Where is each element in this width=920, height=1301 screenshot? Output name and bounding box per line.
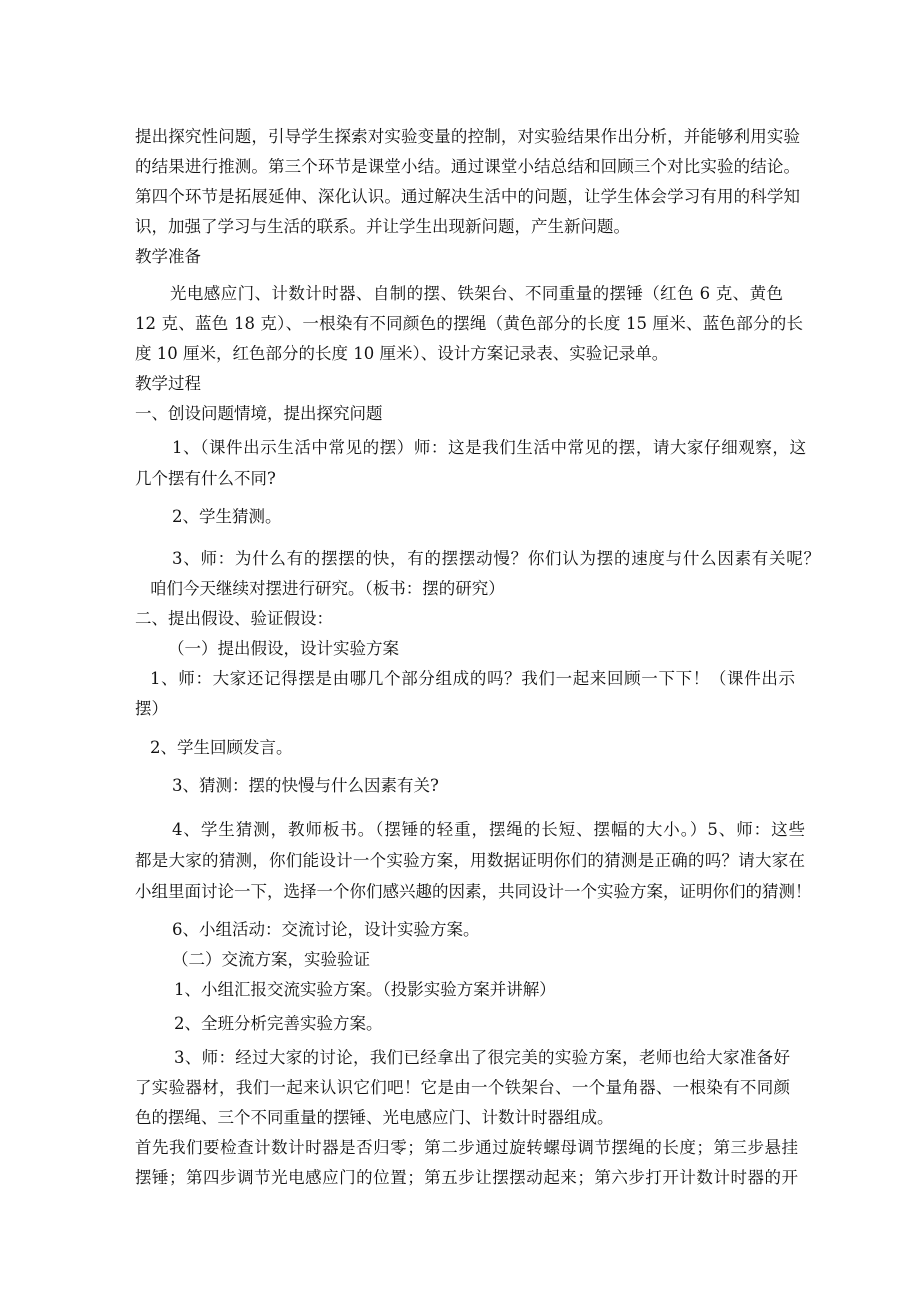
paragraph-line: 的结果进行推测。第三个环节是课堂小结。通过课堂小结总结和回顾三个对比实验的结论。 <box>135 157 800 176</box>
paragraph-line: 2、学生猜测。 <box>172 507 282 526</box>
paragraph-line: 度 10 厘米，红色部分的长度 10 厘米）、设计方案记录表、实验记录单。 <box>135 344 669 363</box>
paragraph-line: 3、师：经过大家的讨论，我们已经拿出了很完美的实验方案，老师也给大家准备好 <box>174 1048 790 1067</box>
paragraph-line: 4、学生猜测，教师板书。（摆锤的轻重，摆绳的长短、摆幅的大小。）5、师：这些 <box>172 820 805 839</box>
paragraph-line: 6、小组活动：交流讨论，设计实验方案。 <box>172 920 480 939</box>
paragraph-line: 识，加强了学习与生活的联系。并让学生出现新问题，产生新问题。 <box>135 217 630 236</box>
paragraph-line: 几个摆有什么不同? <box>135 469 276 488</box>
paragraph-line: 光电感应门、计数计时器、自制的摆、铁架台、不同重量的摆锤（红色 6 克、黄色 <box>170 284 783 303</box>
paragraph-line: 摆锤；第四步调节光电感应门的位置；第五步让摆摆动起来；第六步打开计数计时器的开 <box>135 1168 798 1187</box>
section-heading: 教学过程 <box>135 374 201 393</box>
paragraph-line: 2、全班分析完善实验方案。 <box>174 1014 383 1033</box>
section-heading: 教学准备 <box>135 247 201 266</box>
subsection-heading: （二）交流方案，实验验证 <box>172 950 370 969</box>
paragraph-line: 摆） <box>135 699 168 718</box>
paragraph-line: 1、师：大家还记得摆是由哪几个部分组成的吗？我们一起来回顾一下下！（课件出示 <box>150 669 795 688</box>
paragraph-line: 小组里面讨论一下，选择一个你们感兴趣的因素，共同设计一个实验方案，证明你们的猜测！ <box>135 882 812 901</box>
paragraph-line: 了实验器材，我们一起来认识它们吧！它是由一个铁架台、一个量角器、一根染有不同颜 <box>135 1078 790 1097</box>
paragraph-line: 提出探究性问题，引导学生探索对实验变量的控制，对实验结果作出分析，并能够利用实验 <box>135 127 800 146</box>
section-heading: 二、提出假设、验证假设： <box>135 609 333 628</box>
paragraph-line: 色的摆绳、三个不同重量的摆锤、光电感应门、计数计时器组成。 <box>135 1108 614 1127</box>
paragraph-line: 12 克、蓝色 18 克）、一根染有不同颜色的摆绳（黄色部分的长度 15 厘米、蓝色部分的长 <box>135 314 803 333</box>
paragraph-line: 都是大家的猜测，你们能设计一个实验方案，用数据证明你们的猜测是正确的吗？请大家在 <box>135 851 805 870</box>
paragraph-line: 第四个环节是拓展延伸、深化认识。通过解决生活中的问题，让学生体会学习有用的科学知 <box>135 187 800 206</box>
paragraph-line: 2、学生回顾发言。 <box>150 738 293 757</box>
paragraph-line: 咱们今天继续对摆进行研究。（板书：摆的研究） <box>150 579 505 598</box>
paragraph-line: 1、（课件出示生活中常见的摆）师：这是我们生活中常见的摆，请大家仔细观察，这 <box>172 438 806 457</box>
paragraph-line: 3、猜测：摆的快慢与什么因素有关? <box>172 776 439 795</box>
subsection-heading: （一）提出假设，设计实验方案 <box>168 639 399 658</box>
paragraph-line: 1、小组汇报交流实验方案。（投影实验方案并讲解） <box>174 980 556 999</box>
paragraph-line: 3、师：为什么有的摆摆的快，有的摆摆动慢？你们认为摆的速度与什么因素有关呢？ <box>172 549 820 568</box>
section-heading: 一、创设问题情境，提出探究问题 <box>135 404 383 423</box>
paragraph-line: 首先我们要检查计数计时器是否归零；第二步通过旋转螺母调节摆绳的长度；第三步悬挂 <box>135 1138 798 1157</box>
